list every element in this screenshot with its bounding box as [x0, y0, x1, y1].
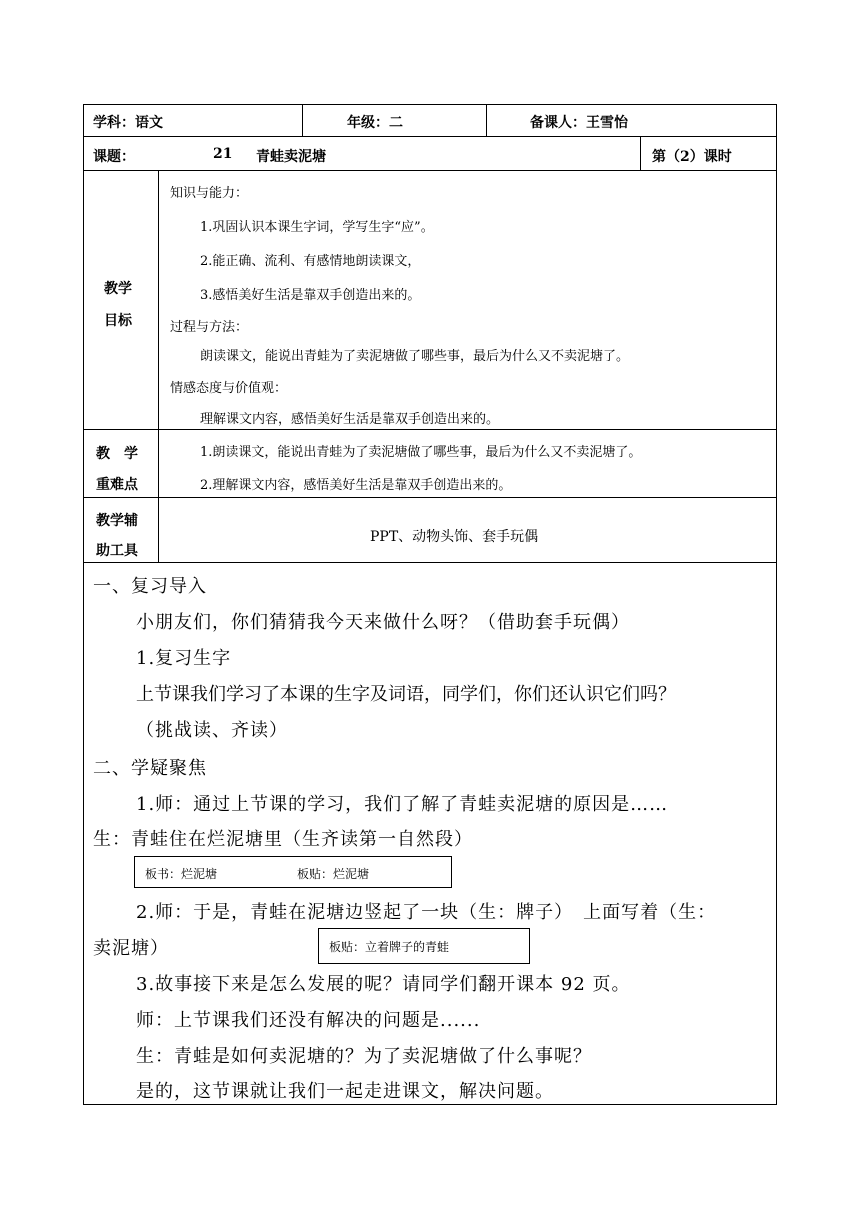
objectives-label-line2: 目标: [104, 313, 132, 329]
section-2-line-8: 是的，这节课就让我们一起走进课文，解决问题。: [136, 1081, 554, 1102]
section-1-title: 一、复习导入: [93, 576, 207, 597]
table-border-top: [83, 104, 777, 105]
tools-label-line1: 教学辅: [96, 513, 138, 529]
section-2-line-3: 2.师：于是，青蛙在泥塘边竖起了一块（生：牌子） 上面写着（生：: [136, 902, 717, 923]
table-line-row1: [83, 136, 777, 137]
table-col-period-divider: [640, 136, 641, 170]
grade-cell: 年级：二: [347, 115, 403, 131]
section-2-line-6: 师：上节课我们还没有解决的问题是......: [136, 1010, 481, 1031]
tools-label-line2: 助工具: [96, 543, 138, 559]
objective-item-2: 2.能正确、流利、有感情地朗读课文，: [200, 254, 421, 269]
process-text: 朗读课文，能说出青蛙为了卖泥塘做了哪些事，最后为什么又不卖泥塘了。: [200, 349, 630, 364]
preparer-cell: 备课人：王雪怡: [530, 115, 628, 131]
section-2-line-7: 生：青蛙是如何卖泥塘的？为了卖泥塘做了什么事呢？: [136, 1046, 592, 1067]
section-2-line-1: 1.师：通过上节课的学习，我们了解了青蛙卖泥塘的原因是……: [136, 794, 669, 815]
board-note-box-1: [134, 856, 452, 888]
section-1-line-4: （挑战读、齐读）: [136, 720, 288, 741]
difficulty-item-1: 1.朗读课文，能说出青蛙为了卖泥塘做了哪些事，最后为什么又不卖泥塘了。: [200, 445, 642, 460]
difficulties-label-line2: 重难点: [96, 477, 138, 493]
section-1-line-2: 1.复习生字: [136, 648, 232, 669]
table-border-left: [83, 104, 84, 1104]
table-line-row2: [83, 170, 777, 171]
topic-title: 青蛙卖泥塘: [256, 149, 326, 165]
topic-number: 21: [213, 146, 233, 162]
objectives-label-line1: 教学: [104, 281, 132, 297]
topic-label: 课题：: [93, 149, 135, 165]
table-border-bottom: [83, 1104, 777, 1105]
table-line-row4: [83, 497, 777, 498]
difficulty-item-2: 2.理解课文内容，感悟美好生活是靠双手创造出来的。: [200, 478, 512, 493]
section-2-title: 二、学疑聚焦: [93, 758, 207, 779]
section-1-line-3: 上节课我们学习了本课的生字及词语，同学们，你们还认识它们吗？: [136, 684, 676, 705]
table-col-subject-divider: [302, 104, 303, 136]
section-1-line-1: 小朋友们，你们猜猜我今天来做什么呀？（借助套手玩偶）: [136, 612, 630, 633]
table-label-column-divider: [158, 170, 159, 562]
attitude-text: 理解课文内容，感悟美好生活是靠双手创造出来的。: [200, 412, 500, 427]
section-2-line-4: 卖泥塘）: [93, 938, 169, 959]
difficulties-label-line1: 教 学: [96, 446, 138, 462]
subject-cell: 学科：语文: [93, 115, 163, 131]
objective-item-1: 1.巩固认识本课生字词，学写生字“应”。: [200, 220, 434, 235]
table-line-row5: [83, 562, 777, 563]
table-col-grade-divider: [486, 104, 487, 136]
process-heading: 过程与方法：: [170, 320, 249, 335]
table-border-right: [776, 104, 777, 1104]
section-2-line-5: 3.故事接下来是怎么发展的呢？请同学们翻开课本 92 页。: [136, 974, 631, 995]
knowledge-heading: 知识与能力：: [170, 186, 249, 201]
period-cell: 第（2）课时: [652, 149, 732, 165]
table-line-row3: [83, 429, 777, 430]
board-note-box-2: [318, 928, 530, 964]
board-note-frog: 板贴：立着牌子的青蛙: [329, 940, 450, 954]
board-note-writing: 板书：烂泥塘: [145, 867, 218, 881]
objective-item-3: 3.感悟美好生活是靠双手创造出来的。: [200, 288, 421, 303]
tools-value: PPT、动物头饰、套手玩偶: [370, 529, 539, 545]
section-2-line-2: 生：青蛙住在烂泥塘里（生齐读第一自然段）: [93, 829, 473, 850]
board-note-paste: 板贴：烂泥塘: [297, 867, 370, 881]
attitude-heading: 情感态度与价值观：: [170, 381, 288, 396]
